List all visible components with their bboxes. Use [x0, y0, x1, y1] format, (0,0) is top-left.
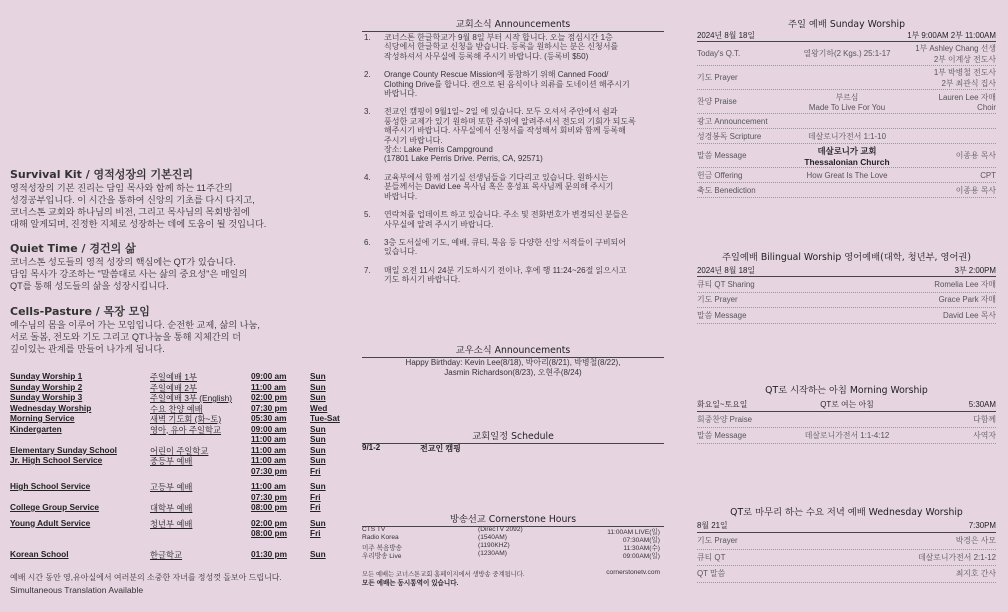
text-line: QT를 통해 성도들의 삶을 성장시킵니다.: [10, 281, 169, 291]
broadcast-station: Radio Korea: [362, 534, 399, 541]
morning-row: [697, 412, 996, 428]
schedule-row: [10, 371, 338, 382]
announcements-title: 교회소식 Announcements: [362, 16, 664, 32]
schedule-service: Elementary Sunday School: [10, 444, 117, 455]
schedule-row: [10, 502, 338, 513]
schedule-day: Sun: [310, 548, 326, 559]
quiet-time-text: [10, 256, 338, 292]
bilingual-row: [697, 293, 996, 309]
announcement-line: 교육부에서 함께 섬기실 선생님들을 기다리고 있습니다. 원하시는: [384, 172, 609, 182]
person-line: 2부 이계상 전도사: [933, 54, 996, 64]
row-label: 말씀 Message: [697, 431, 747, 440]
row-label: 기도 Prayer: [697, 73, 738, 82]
schedule-row: [10, 403, 338, 414]
schedule-day: Fri: [310, 528, 321, 538]
announcement-line: 기도 하시기 바랍니다.: [384, 275, 461, 285]
announcement-line: 작성하셔서 사무실에 등록해 주시기 바랍니다. (등록비 $50): [384, 51, 589, 61]
broadcast-note: 모든 예배는 코너스톤교회 홈페이지에서 생방송 중계됩니다.: [362, 571, 525, 578]
schedule-row: [10, 492, 338, 503]
bilingual-date: 2024년 8월 18일: [697, 265, 755, 275]
schedule-service: Jr. High School Service: [10, 455, 103, 465]
row-person: 박경은 사모: [955, 536, 996, 546]
morning-subtitle: QT로 여는 아침: [820, 399, 874, 409]
wednesday-row: [697, 550, 996, 567]
schedule-service: High School Service: [10, 481, 91, 491]
announcement-line: 분들께서는 David Lee 목사님 혹은 홍성표 목사님께 문의해 주시기: [384, 182, 614, 192]
announcement-item: [362, 210, 664, 229]
row-person: [939, 92, 996, 112]
sunday-row: [697, 144, 996, 168]
wednesday-date: 8월 21일: [697, 520, 728, 530]
survival-kit-text: [10, 182, 338, 230]
row-label: 축도 Benediction: [697, 185, 756, 195]
broadcast-time: 09:00AM(일): [622, 553, 660, 560]
announcement-line: 해주시기 바랍니다. 사무실에서 신청서를 작성해서 회비와 함께 등록해: [384, 126, 626, 136]
schedule-day: Tue-Sat: [310, 413, 340, 423]
website-link[interactable]: cornerstonetv.com: [606, 569, 660, 576]
row-person: David Lee 목사: [943, 310, 996, 320]
schedule-korean-name: 중등부 예배: [150, 456, 193, 466]
schedule-korean-name: 주일예배 2부: [150, 382, 197, 393]
schedule-korean-name: 청년부 예배: [150, 518, 193, 529]
row-content: 열왕기하(2 Kgs.) 25:1-17: [803, 49, 891, 58]
broadcast-row: [362, 542, 664, 550]
row-person: [934, 67, 996, 89]
row-content: [792, 145, 902, 167]
row-label: QT 말씀: [697, 569, 726, 579]
row-person: [915, 43, 996, 65]
row-person: 데살로니가전서 2:1-12: [918, 552, 996, 562]
schedule-korean-name: 한글학교: [150, 549, 183, 560]
sunday-header-row: [697, 30, 996, 42]
schedule-day: Sun: [310, 392, 326, 402]
text-line: 코너스톤 성도들의 영적 성장의 핵심에는 QT가 있습니다.: [10, 257, 236, 267]
broadcast-row: [362, 550, 664, 558]
sunday-row: [697, 183, 996, 198]
middle-column: [362, 0, 664, 612]
announcement-number: 3.: [364, 107, 371, 117]
broadcast-list: [362, 526, 664, 558]
schedule-time: 07:30 pm: [251, 465, 287, 476]
morning-days: 화요일~토요일: [697, 399, 748, 409]
birthday-text: [362, 358, 664, 378]
translation-notice: 모든 예배는 동시통역이 있습니다.: [362, 580, 459, 587]
row-label: 찬양 Praise: [697, 97, 737, 106]
schedule-day: Sun: [310, 434, 326, 444]
person-line: 이종용 목사: [955, 151, 996, 160]
row-label: 기도 Prayer: [697, 295, 738, 305]
announcement-item: [362, 70, 664, 98]
schedule-day: Wed: [310, 402, 328, 413]
schedule-time: 11:00 am: [251, 444, 287, 455]
sunday-worship-title: 주일 예배 Sunday Worship: [788, 19, 905, 30]
schedule-row: [10, 518, 338, 529]
row-label: 말씀 Message: [697, 310, 747, 320]
sunday-row: [697, 66, 996, 90]
broadcast-time: 11:00AM LIVE(일): [607, 529, 660, 536]
broadcast-time: 11:30AM(수): [623, 545, 660, 552]
schedule-row: [10, 392, 338, 403]
announcement-line: 바랍니다.: [384, 89, 418, 99]
schedule-time: 09:00 am: [251, 371, 287, 381]
schedule-row: [10, 466, 338, 477]
row-label: 회중찬양 Praise: [697, 415, 753, 424]
announcement-number: 7.: [364, 265, 371, 275]
row-person: [956, 150, 996, 161]
announcement-line: 바랍니다.: [384, 191, 418, 201]
schedule-date: 9/1-2: [362, 443, 381, 452]
schedule-service: Wednesday Worship: [10, 402, 92, 413]
member-news-title: 교우소식 Announcements: [362, 342, 664, 358]
schedule-service: Sunday Worship 1: [10, 371, 83, 381]
cells-section: [10, 303, 338, 355]
schedule-time: 11:00 am: [251, 434, 287, 444]
row-label: 헌금 Offering: [697, 170, 743, 180]
morning-row: [697, 428, 996, 444]
schedule-row: [10, 455, 338, 466]
announcement-line: 사무실에 알려 주시기 바랍니다.: [384, 219, 494, 229]
schedule-time: 07:30 pm: [251, 491, 287, 502]
childcare-note: 예배 시간 동안 영,유아실에서 여러분의 소중한 자녀를 정성껏 돌보아 드립니다.: [10, 573, 282, 582]
schedule-korean-name: 어린이 주일학교: [150, 445, 209, 456]
schedule-day: Sun: [310, 423, 326, 434]
sunday-time: 1부 9:00AM 2부 11:00AM: [907, 31, 996, 40]
broadcast-frequency: (1540AM): [478, 534, 507, 541]
schedule-day: Fri: [310, 502, 321, 512]
broadcast-row: [362, 526, 664, 534]
schedule-row: [10, 549, 338, 560]
wednesday-worship-title: QT로 마무리 하는 수요 저녁 예배 Wednesday Worship: [730, 507, 963, 518]
schedule-day: Sun: [310, 381, 326, 392]
schedule-day: Sun: [310, 455, 326, 465]
announcement-number: 4.: [364, 172, 371, 182]
quiet-time-section: [10, 240, 338, 292]
schedule-time: 11:00 am: [251, 381, 287, 392]
person-line: 이종용 목사: [955, 185, 996, 195]
text-line: 담임 목사가 강조하는 "말씀대로 사는 삶의 중요성"은 매일의: [10, 269, 248, 279]
sunday-row: [697, 129, 996, 144]
row-content: 데살로니가전서 1:1-4:12: [804, 431, 890, 440]
row-person: [956, 185, 996, 196]
row-content: How Great Is The Love: [806, 170, 888, 180]
schedule-korean-name: 새벽 기도회 (화~토): [150, 414, 222, 424]
text-line: 서로 돌봄, 전도와 기도 그리고 QT나눔을 통해 지체간의 더: [10, 332, 241, 342]
schedule-service: Korean School: [10, 548, 69, 559]
row-label: 말씀 Message: [697, 151, 747, 160]
schedule-row: [10, 434, 338, 445]
announcement-line: 매일 오전 11시 24분 기도하시기 전이나, 후에 행 11:24~26절 읽으시고: [384, 265, 627, 275]
broadcast-frequency: (1230AM): [478, 550, 507, 557]
schedule-row: [10, 528, 338, 539]
announcement-line: 있습니다.: [384, 247, 418, 257]
announcement-number: 1.: [364, 33, 371, 42]
announcement-number: 2.: [364, 70, 371, 80]
announcement-item: [362, 238, 664, 257]
text-line: Happy Birthday: Kevin Lee(8/18), 박아리(8/21), 박병철(8/22),: [405, 358, 621, 367]
sunday-row: [697, 90, 996, 114]
bilingual-worship-table: [697, 264, 996, 324]
schedule-title: 교회일정 Schedule: [362, 428, 664, 444]
schedule-korean-name: 대학부 예배: [150, 503, 193, 513]
cells-text: [10, 319, 338, 355]
row-person: 사역자: [973, 431, 996, 440]
announcement-line: Orange County Rescue Mission에 동참하기 위해 Canned Food/: [384, 70, 609, 80]
schedule-time: 08:00 pm: [251, 528, 287, 538]
announcement-line: 주시기 바랍니다.: [384, 135, 443, 145]
schedule-day: Sun: [310, 481, 326, 491]
row-person: [980, 171, 996, 180]
wednesday-row: [697, 566, 996, 583]
schedule-service: Sunday Worship 2: [10, 381, 83, 392]
bilingual-row: [697, 308, 996, 324]
schedule-service: Young Adult Service: [10, 517, 91, 528]
schedule-time: 01:30 pm: [251, 548, 287, 559]
row-person: Grace Park 자매: [938, 295, 996, 305]
broadcast-frequency: (1190KHZ): [478, 542, 510, 549]
row-label: 큐티 QT Sharing: [697, 279, 755, 289]
schedule-service: College Group Service: [10, 502, 99, 512]
schedule-service: Kindergarten: [10, 423, 62, 434]
announcement-line: 전교인 캠핑이 9월1일~ 2일 에 있습니다. 모두 오셔서 주안에서 쉼과: [384, 107, 618, 117]
schedule-korean-name: 영아, 유아 주일학교: [150, 424, 222, 435]
content-line: 부르심: [835, 92, 859, 102]
schedule-time: 08:00 pm: [251, 502, 287, 512]
right-column: [697, 0, 996, 612]
person-line: 1부 박병철 전도사: [933, 67, 996, 77]
person-line: Choir: [977, 102, 996, 112]
broadcast-station: 미주 복음방송: [362, 545, 403, 552]
announcement-line: 식당에서 한글학교 신청을 받습니다. 등록을 원하시는 분은 신청서를: [384, 42, 619, 52]
wednesday-row: [697, 533, 996, 550]
schedule-time: 11:00 am: [251, 481, 287, 491]
announcement-item: [362, 173, 664, 201]
morning-time: 5:30AM: [968, 399, 996, 409]
text-line: 예수님의 몸을 이루어 가는 모임입니다. 순전한 교제, 삶의 나눔,: [10, 320, 260, 330]
text-line: 성경공부입니다. 이 시간을 통하여 신앙의 기초를 다시 다지고,: [10, 195, 255, 205]
schedule-row: [10, 424, 338, 435]
announcement-item: [362, 266, 664, 285]
announcement-line: 연락처를 업데이트 하고 있습니다. 주소 및 전화번호가 변경되신 분들은: [384, 210, 629, 220]
bilingual-row: [697, 277, 996, 293]
translation-note: Simultaneous Translation Available: [10, 585, 144, 595]
schedule-korean-name: 고등부 예배: [150, 482, 193, 492]
broadcast-station: CTS TV: [362, 526, 386, 533]
broadcast-frequency: (DirecTV 2092): [478, 526, 523, 533]
bilingual-time: 3부 2:00PM: [954, 265, 996, 275]
sunday-worship-table: [697, 30, 996, 198]
schedule-service: Morning Service: [10, 413, 75, 423]
announcement-line: 장소: Lake Perris Campground: [384, 145, 493, 155]
sunday-row: [697, 168, 996, 183]
announcement-line: 3층 도서실에 기도, 예배, 큐티, 묵음 등 다양한 신앙 서적들이 구비되어: [384, 237, 626, 247]
row-label: Today's Q.T.: [697, 49, 741, 58]
row-label: 기도 Prayer: [697, 536, 738, 546]
text-line: 깊이있는 관계를 만들어 나가게 됩니다.: [10, 344, 165, 354]
announcement-number: 6.: [364, 237, 371, 247]
wednesday-header-row: [697, 518, 996, 533]
schedule-day: Sun: [310, 444, 326, 455]
schedule-time: 11:00 am: [251, 455, 287, 465]
schedule-row: [10, 382, 338, 393]
schedule-row: [10, 445, 338, 456]
announcement-item: [362, 33, 664, 61]
schedule-service: Sunday Worship 3: [10, 392, 83, 402]
schedule-event: 전교인 캠핑: [420, 444, 461, 453]
schedule-time: 07:30 pm: [251, 402, 287, 413]
broadcast-title: 방송선교 Cornerstone Hours: [362, 511, 664, 527]
schedule-korean-name: 주일예배 1부: [150, 372, 197, 382]
person-line: 1부 Ashley Chang 선생: [915, 43, 996, 53]
row-person: Romelia Lee 자매: [934, 279, 996, 289]
sunday-row: [697, 42, 996, 66]
person-line: CPT: [980, 170, 996, 180]
survival-kit-title: Survival Kit / 영적성장의 기본진리: [10, 168, 194, 181]
schedule-time: 05:30 am: [251, 413, 287, 423]
content-line: Thessalonian Church: [804, 156, 890, 167]
survival-kit-section: [10, 166, 338, 230]
text-line: 대해 알게되며, 진정한 지체로 성장하는 데에 도움이 될 것입니다.: [10, 219, 267, 229]
cells-title: Cells-Pasture / 목장 모임: [10, 305, 150, 318]
row-content: [792, 92, 902, 112]
announcement-line: 코너스톤 한글학교가 9월 8일 부터 시작 합니다. 오늘 점심시간 1층: [384, 33, 613, 42]
wednesday-worship-table: [697, 518, 996, 583]
text-line: 영적성장의 기본 진리는 담임 목사와 함께 하는 11주간의: [10, 183, 233, 193]
sunday-date: 2024년 8월 18일: [697, 31, 755, 40]
text-line: Jasmin Richardson(8/23), 오현주(8/24): [444, 368, 582, 377]
schedule-day: Sun: [310, 517, 326, 528]
morning-worship-table: [697, 397, 996, 444]
bilingual-worship-title: 주일예배 Bilingual Worship 영어예배(대학, 청년부, 영어권): [721, 252, 972, 263]
service-schedule: [10, 371, 338, 559]
announcement-item: [362, 107, 664, 163]
schedule-time: 02:00 pm: [251, 392, 287, 402]
schedule-day: Fri: [310, 465, 321, 476]
row-label: 큐티 QT: [697, 552, 726, 562]
broadcast-row: [362, 534, 664, 542]
content-line: 데살로니가 교회: [817, 145, 877, 156]
broadcast-time: 07:30AM(일): [622, 537, 660, 544]
sunday-row: [697, 114, 996, 129]
quiet-time-title: Quiet Time / 경건의 삶: [10, 242, 136, 255]
content-line: Made To Live For You: [808, 102, 886, 112]
schedule-row: [10, 413, 338, 424]
schedule-korean-name: 주일예배 3부 (English): [150, 393, 233, 403]
announcement-line: (17801 Lake Perris Drive. Perris, CA, 92571): [384, 154, 543, 164]
row-label: 광고 Announcement: [697, 116, 768, 126]
schedule-row: [10, 481, 338, 492]
announcement-line: Clothing Drive를 합니다. 캔으로 된 음식이나 의류를 도네이션 해주시기: [384, 79, 630, 89]
person-line: 2부 최관식 집사: [941, 78, 996, 88]
schedule-time: 09:00 am: [251, 423, 287, 434]
schedule-korean-name: 수요 찬양 예배: [150, 403, 203, 414]
announcements-list: [362, 33, 664, 294]
row-person: 다함께: [973, 415, 996, 424]
morning-worship-title: QT로 시작하는 아침 Morning Worship: [765, 385, 928, 396]
broadcast-station: 우리방송 Live: [362, 553, 402, 560]
wednesday-time: 7:30PM: [968, 520, 996, 530]
row-label: 성경봉독 Scripture: [697, 131, 762, 141]
schedule-day: Fri: [310, 491, 321, 502]
morning-header-row: [697, 397, 996, 412]
text-line: 코너스톤 교회와 하나님의 비전, 그리고 목사님의 목회방침에: [10, 207, 250, 217]
row-person: 최지호 간사: [955, 569, 996, 579]
announcement-line: 풍성한 교제가 있기 원하며 또한 주위에 알려주셔서 전도의 기회가 되도록: [384, 116, 636, 126]
schedule-day: Sun: [310, 371, 326, 381]
left-column: [10, 0, 338, 612]
row-content: 데살로니가전서 1:1-10: [808, 131, 886, 141]
announcement-number: 5.: [364, 210, 371, 220]
person-line: Lauren Lee 자매: [938, 92, 996, 102]
bilingual-header-row: [697, 264, 996, 277]
schedule-time: 02:00 pm: [251, 517, 287, 528]
